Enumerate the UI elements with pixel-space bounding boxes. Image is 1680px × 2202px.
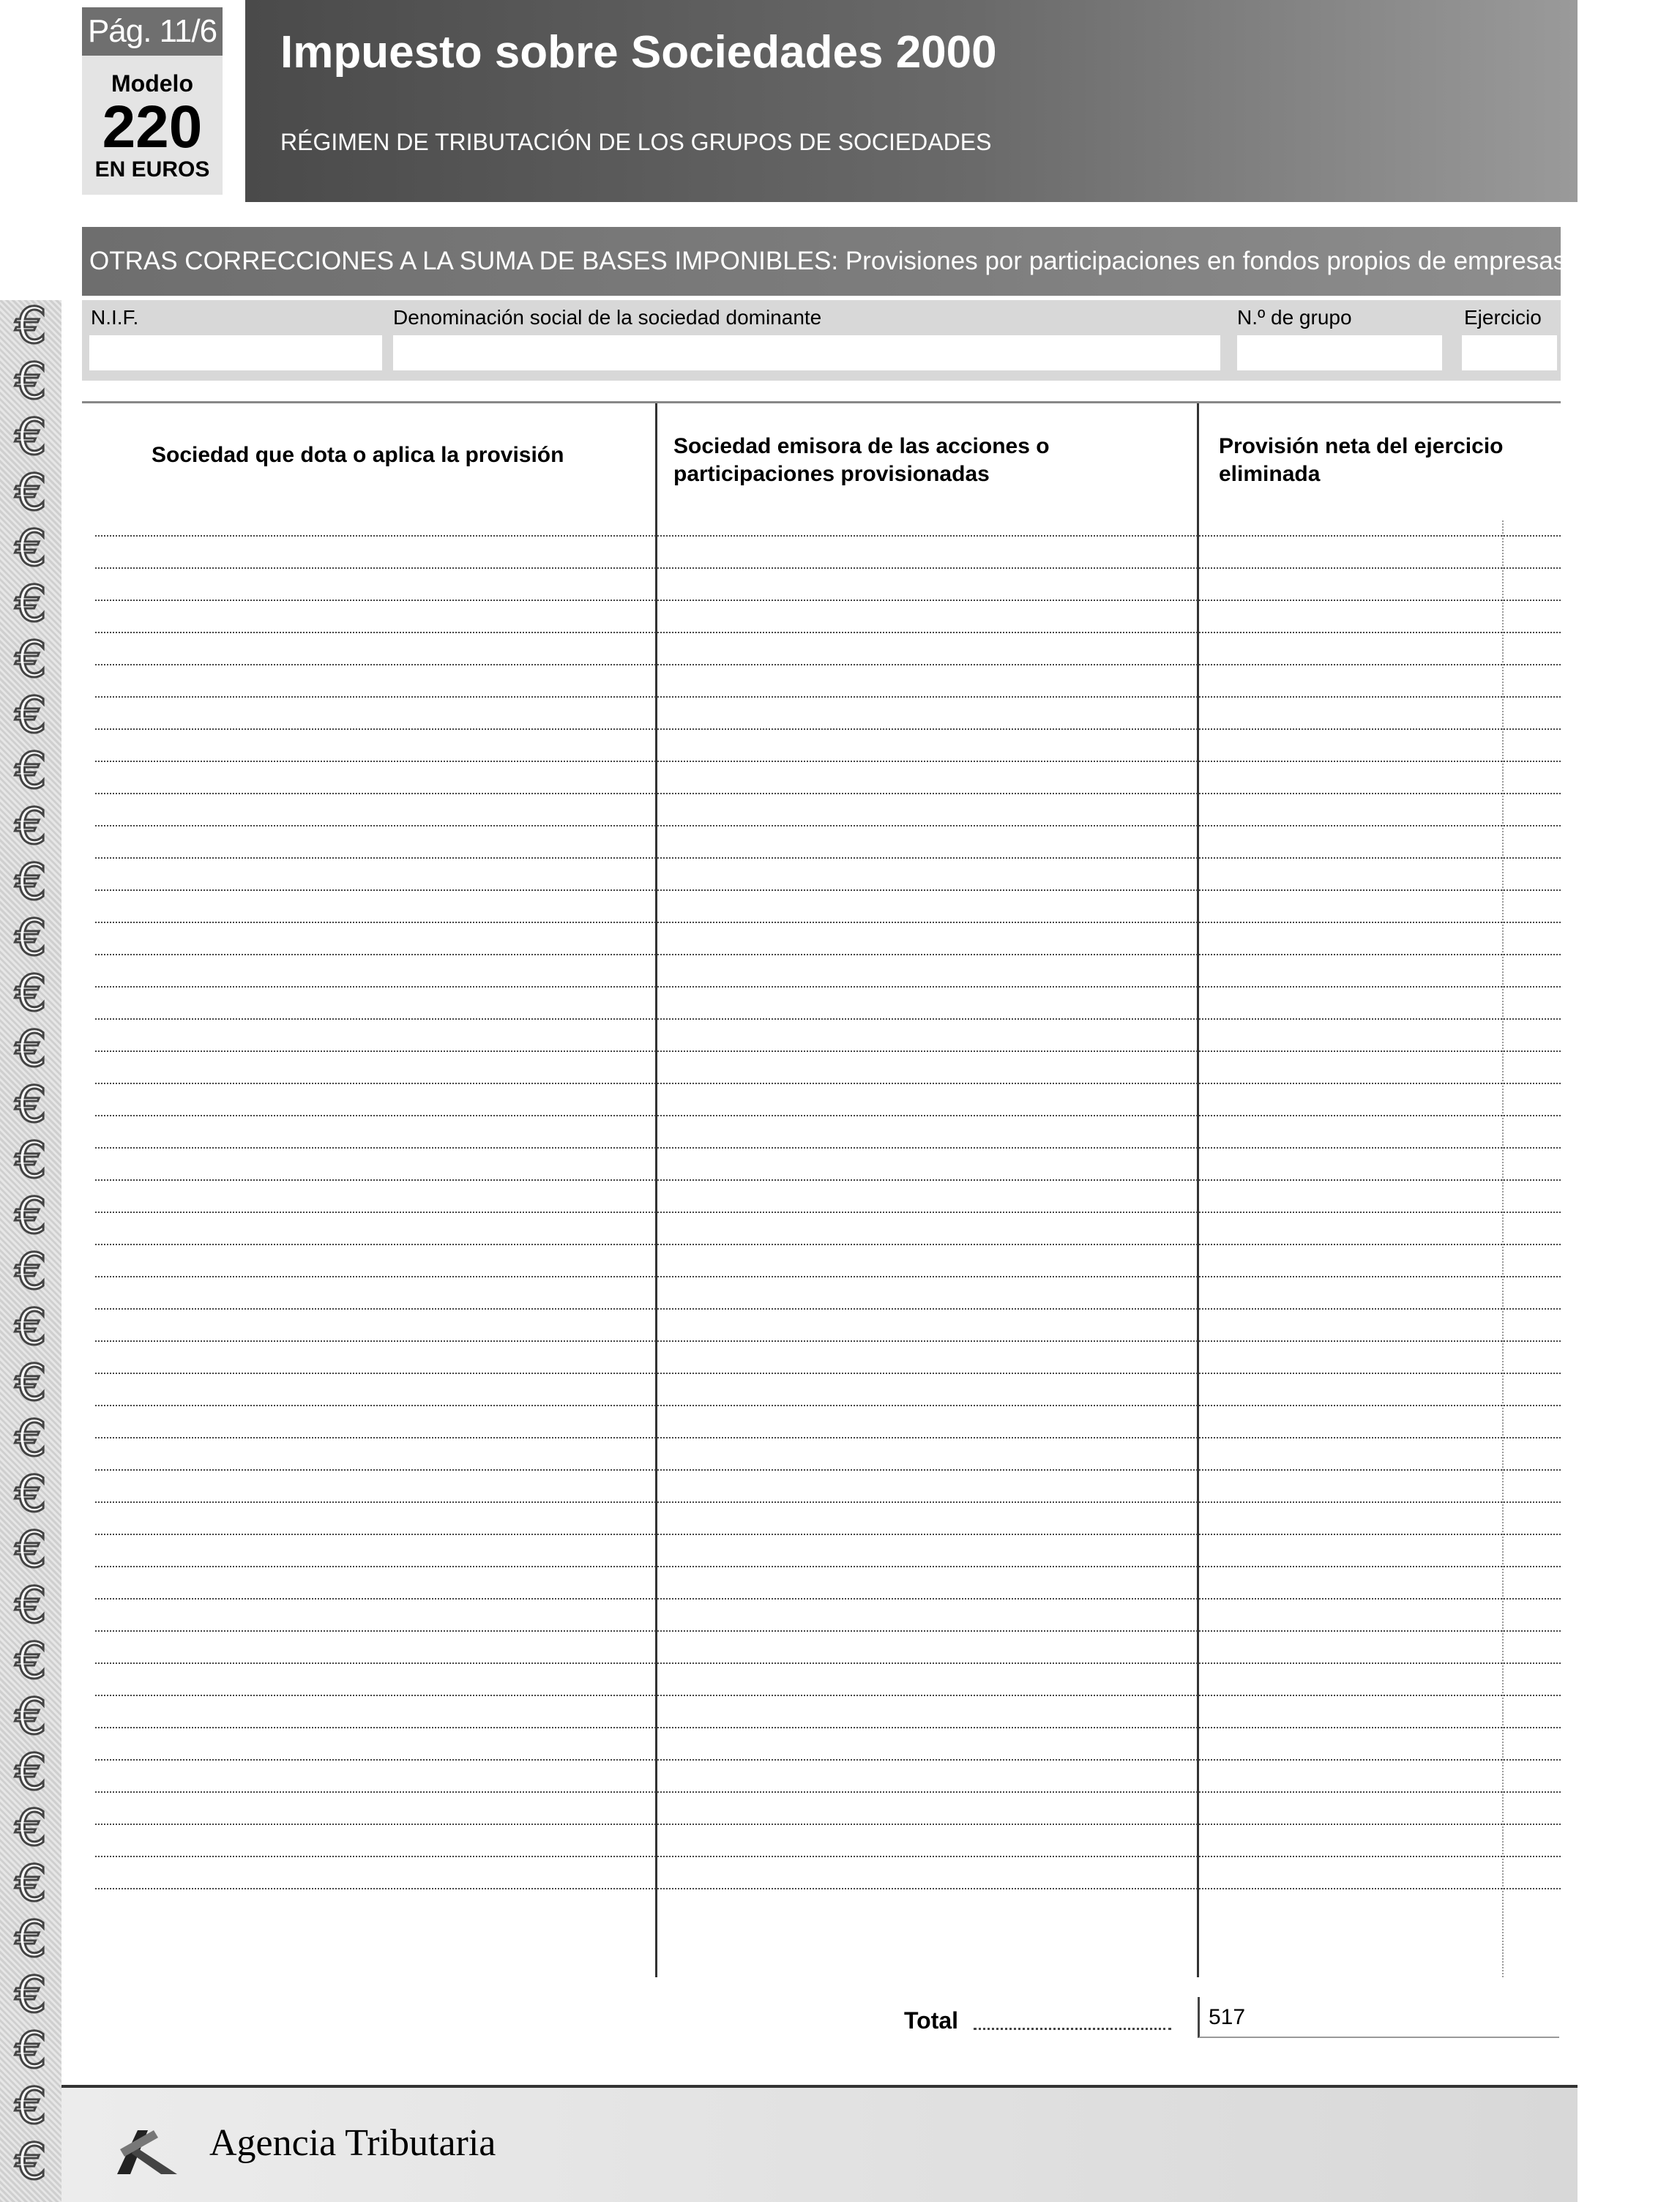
table-row-line[interactable]	[95, 1147, 1561, 1149]
table-row-line[interactable]	[95, 793, 1561, 794]
euro-icon: €	[15, 1911, 47, 1968]
table-row-line[interactable]	[95, 857, 1561, 859]
col-header-provision-line1: Provisión neta del ejercicio	[1219, 434, 1504, 458]
euro-icon: €	[15, 1410, 47, 1468]
table-row-line[interactable]	[95, 1212, 1561, 1213]
table-row-line[interactable]	[95, 954, 1561, 955]
modelo-badge	[82, 56, 223, 195]
table-row-line[interactable]	[95, 1083, 1561, 1084]
modelo-number: 220	[102, 94, 203, 160]
euro-icon: €	[15, 854, 47, 911]
euro-icon: €	[15, 353, 47, 411]
col-header-emisora-line2: participaciones provisionadas	[673, 462, 990, 486]
table-row-line[interactable]	[95, 535, 1561, 537]
euro-icon: €	[15, 1132, 47, 1190]
total-label: Total	[904, 2007, 959, 2034]
table-row-line[interactable]	[95, 889, 1561, 891]
euro-icon: €	[15, 1020, 47, 1078]
table-row-line[interactable]	[95, 1501, 1561, 1503]
euro-icon: €	[15, 464, 47, 522]
table-row-line[interactable]	[95, 1437, 1561, 1438]
table-row-line[interactable]	[95, 1469, 1561, 1471]
agency-name: Agencia Tributaria	[209, 2122, 496, 2164]
denominacion-field[interactable]	[393, 335, 1220, 370]
euro-icon: €	[15, 1521, 47, 1579]
euro-icon: €	[15, 1855, 47, 1913]
table-row-line[interactable]	[95, 922, 1561, 923]
col-header-provision-line2: eliminada	[1219, 462, 1321, 486]
euro-icon: €	[15, 909, 47, 967]
euro-icon: €	[15, 1632, 47, 1690]
table-row-line[interactable]	[95, 1695, 1561, 1696]
title-banner	[245, 0, 1578, 202]
table-row-line[interactable]	[95, 1791, 1561, 1793]
table-row-line[interactable]	[95, 1179, 1561, 1181]
table-row-line[interactable]	[95, 1244, 1561, 1245]
euro-icon: €	[15, 1076, 47, 1134]
table-row-line[interactable]	[95, 1759, 1561, 1761]
euro-icon: €	[15, 965, 47, 1023]
section-header	[82, 227, 1680, 296]
page-subtitle: RÉGIMEN DE TRIBUTACIÓN DE LOS GRUPOS DE SOCIEDADES	[280, 129, 992, 155]
euro-icon: €	[15, 408, 47, 466]
euro-icon: €	[15, 2078, 47, 2135]
table-row-line[interactable]	[95, 1727, 1561, 1728]
euro-icon: €	[15, 1577, 47, 1635]
euro-icon: €	[15, 1466, 47, 1523]
denominacion-label: Denominación social de la sociedad dominante	[393, 306, 822, 329]
nif-field[interactable]	[89, 335, 382, 370]
table-row-line[interactable]	[95, 600, 1561, 601]
table-row-line[interactable]	[95, 1405, 1561, 1406]
total-box-code: 517	[1209, 2005, 1246, 2029]
table-row-line[interactable]	[95, 728, 1561, 730]
table-row-line[interactable]	[95, 1050, 1561, 1052]
table-row-line[interactable]	[95, 632, 1561, 633]
euro-icon: €	[15, 1966, 47, 2024]
table-row-line[interactable]	[95, 1534, 1561, 1535]
ejercicio-field[interactable]	[1462, 335, 1557, 370]
euro-icon: €	[15, 1688, 47, 1746]
euro-icon: €	[15, 1354, 47, 1412]
column-divider-2	[1197, 403, 1199, 1977]
euro-icon: €	[15, 2133, 47, 2191]
table-row-line[interactable]	[95, 986, 1561, 988]
section-detail: Provisiones por participaciones en fondos propios de empresas del grupo	[845, 247, 1680, 275]
euro-icon: €	[15, 687, 47, 744]
table-row-line[interactable]	[95, 761, 1561, 762]
grupo-label: N.º de grupo	[1237, 306, 1352, 329]
table-row-line[interactable]	[95, 664, 1561, 665]
table-row-line[interactable]	[95, 567, 1561, 569]
currency-label: EN EUROS	[94, 157, 210, 182]
table-row-line[interactable]	[95, 1340, 1561, 1342]
total-leader-dots	[974, 2028, 1171, 2030]
euro-pattern-strip	[0, 297, 61, 2202]
euro-icon: €	[15, 631, 47, 689]
euro-icon: €	[15, 1744, 47, 1802]
column-divider-1	[655, 403, 657, 1977]
table-row-line[interactable]	[95, 1308, 1561, 1310]
page-title: Impuesto sobre Sociedades 2000	[280, 27, 997, 78]
provisions-table	[82, 401, 1561, 1977]
table-row-line[interactable]	[95, 1018, 1561, 1020]
euro-icon: €	[15, 1799, 47, 1857]
table-row-line[interactable]	[95, 1824, 1561, 1825]
euro-icon: €	[15, 520, 47, 578]
table-row-line[interactable]	[95, 825, 1561, 826]
euro-icon: €	[15, 798, 47, 856]
euro-icon: €	[15, 1187, 47, 1245]
euro-icon: €	[15, 742, 47, 800]
table-row-line[interactable]	[95, 1276, 1561, 1277]
col-header-sociedad-dota: Sociedad que dota o aplica la provisión	[152, 443, 564, 467]
table-row-line[interactable]	[95, 1662, 1561, 1664]
col-header-sociedad-emisora	[673, 433, 1050, 488]
euro-icon: €	[15, 575, 47, 633]
grupo-field[interactable]	[1237, 335, 1442, 370]
table-row-line[interactable]	[95, 1373, 1561, 1374]
col-header-emisora-line1: Sociedad emisora de las acciones o	[673, 434, 1050, 458]
table-row-line[interactable]	[95, 1630, 1561, 1632]
euro-icon: €	[15, 1299, 47, 1356]
page-number: Pág. 11/6	[82, 7, 223, 56]
table-row-line[interactable]	[95, 1598, 1561, 1600]
table-row-line[interactable]	[95, 1888, 1561, 1889]
modelo-label: Modelo	[111, 70, 193, 97]
total-field[interactable]	[1198, 1997, 1559, 2038]
table-row-line[interactable]	[95, 1856, 1561, 1857]
euro-icon: €	[15, 2022, 47, 2080]
identification-area	[82, 300, 1561, 381]
table-row-line[interactable]	[95, 1115, 1561, 1116]
euro-icon: €	[15, 1243, 47, 1301]
nif-label: N.I.F.	[91, 306, 139, 329]
euro-icon: €	[15, 297, 47, 355]
agencia-tributaria-logo-icon	[110, 2116, 183, 2182]
table-row-line[interactable]	[95, 1566, 1561, 1567]
ejercicio-label: Ejercicio	[1464, 306, 1542, 329]
section-title: OTRAS CORRECCIONES A LA SUMA DE BASES IMPONIBLES:	[89, 247, 839, 275]
col-header-provision-neta	[1219, 433, 1503, 488]
table-row-line[interactable]	[95, 696, 1561, 698]
